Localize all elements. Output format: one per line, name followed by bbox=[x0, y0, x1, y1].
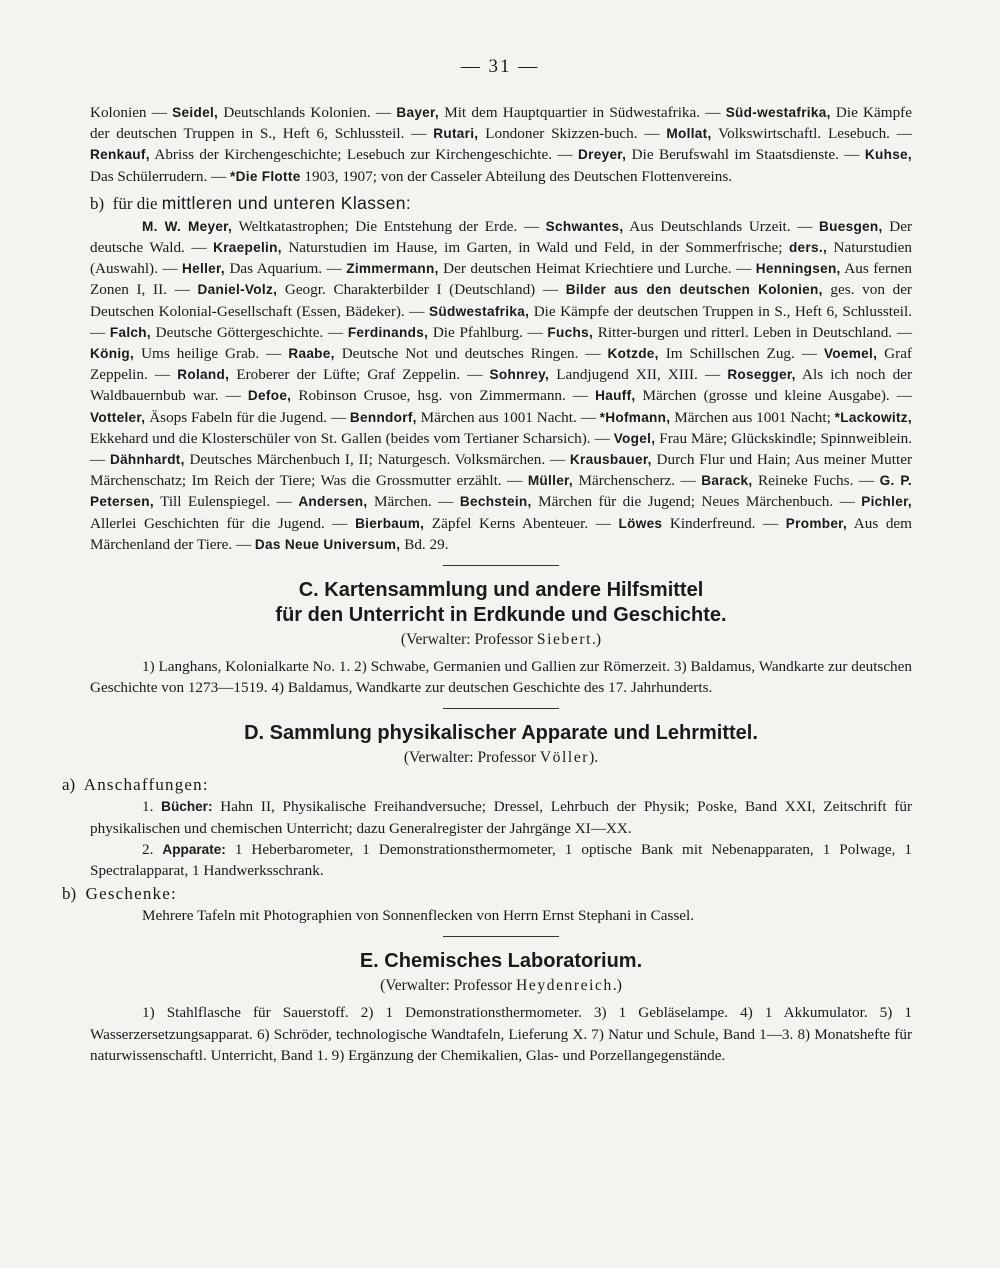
author-name: Bierbaum, bbox=[355, 515, 425, 531]
author-name: Buesgen, bbox=[819, 218, 883, 234]
author-name: Müller, bbox=[527, 473, 573, 489]
author-name: Voemel, bbox=[823, 346, 878, 362]
item-text: Hahn II, Physikalische Freihandversuche; Dressel, Lehrbuch der Physik; Poske, Band XXI, Zeitschrift für physikalischen und chemischen Unterricht; dazu Generalregister der Jahrgänge XI—XX. bbox=[90, 798, 913, 837]
author-name: Votteler, bbox=[90, 409, 146, 425]
section-e-verwalter bbox=[90, 975, 912, 996]
author-name: Süd-westafrika, bbox=[725, 105, 831, 120]
author-name: Bayer, bbox=[396, 105, 439, 120]
author-name: Daniel-Volz, bbox=[197, 282, 278, 298]
section-d-a-heading-text: Anschaffungen: bbox=[83, 775, 209, 795]
section-d-b-text: Mehrere Tafeln mit Photographien von Sonnenflecken von Herrn Ernst Stephani in Cassel. bbox=[142, 907, 695, 925]
top-paragraph: Kolonien — Seidel, Deutschlands Kolonien. — Bayer, Mit dem Hauptquartier in Südwestafrika. — Süd-westafrika, Die Kämpfe der deutschen Truppen in S., Heft 6, Schlussteil. — Rutari, Londoner Skizzen-buch. — Mollat, Volkswirtschaftl. Lesebuch. — Renkauf, Abriss der Kirchengeschichte; Lesebuch zur Kirchengeschichte. — Dreyer, Die Berufswahl im Staatsdienste. — Kuhse, Das Schülerrudern. — *Die Flotte 1903, 1907; von der Casseler Abteilung des Deutschen Flottenvereins. bbox=[90, 104, 912, 185]
author-name: *Die Flotte bbox=[230, 168, 301, 184]
author-name: Bilder aus den deutschen Kolonien, bbox=[565, 282, 823, 298]
page-body bbox=[62, 102, 913, 1066]
section-e-title: E. Chemisches Laboratorium. bbox=[359, 950, 643, 973]
author-name: Andersen, bbox=[298, 494, 368, 510]
section-d-title: D. Sammlung physikalischer Apparate und Lehrmittel. bbox=[244, 722, 758, 745]
author-name: Raabe, bbox=[288, 346, 335, 362]
section-d-b-heading-text: Geschenke: bbox=[85, 884, 177, 904]
verwalter-suffix: .) bbox=[592, 631, 602, 649]
author-name: M. W. Meyer, bbox=[142, 218, 233, 234]
verwalter-prefix: (Verwalter: Professor bbox=[380, 977, 517, 995]
author-name: Dreyer, bbox=[578, 147, 627, 163]
author-name: Zimmermann, bbox=[346, 261, 439, 277]
author-name: Bechstein, bbox=[459, 494, 532, 510]
author-name: Kuhse, bbox=[864, 147, 912, 163]
verwalter-prefix: (Verwalter: Professor bbox=[403, 749, 540, 767]
author-name: Vogel, bbox=[613, 430, 656, 446]
section-b-heading bbox=[90, 191, 912, 216]
section-b-heading-big: mittleren und unteren Klassen: bbox=[161, 192, 412, 213]
author-name: Fuchs, bbox=[547, 324, 594, 340]
author-name: Mollat, bbox=[666, 126, 712, 142]
section-d-a-heading bbox=[62, 774, 912, 796]
author-name: König, bbox=[90, 346, 135, 362]
author-name: Rosegger, bbox=[727, 367, 796, 383]
item-number: 2. bbox=[142, 840, 154, 858]
section-c-title-2: für den Unterricht in Erdkunde und Geschichte. bbox=[275, 604, 727, 627]
section-d-verwalter bbox=[90, 747, 912, 768]
author-name: ders., bbox=[788, 240, 828, 256]
author-name: Kraepelin, bbox=[213, 240, 282, 256]
page-number: — 31 — bbox=[460, 56, 540, 77]
verwalter-name: Siebert bbox=[536, 631, 593, 649]
author-name: *Hofmann, bbox=[599, 409, 671, 425]
item-number: 1. bbox=[142, 798, 154, 816]
verwalter-name: Heydenreich bbox=[516, 977, 613, 995]
author-name: Hauff, bbox=[595, 388, 636, 404]
section-b-heading-pre: für die bbox=[112, 193, 162, 213]
divider bbox=[443, 565, 559, 566]
author-name: Krausbauer, bbox=[569, 452, 652, 468]
item-text: 1 Heberbarometer, 1 Demonstrationsthermometer, 1 optische Bank mit Nebenapparaten, 1 Polwage, 1 Spectralapparat, 1 Handwerksschrank. bbox=[90, 840, 912, 880]
author-name: Schwantes, bbox=[545, 218, 624, 234]
author-name: Das Neue Universum, bbox=[254, 536, 401, 552]
divider bbox=[443, 936, 559, 937]
author-name: Benndorf, bbox=[349, 409, 417, 425]
divider bbox=[443, 708, 559, 709]
author-name: Barack, bbox=[701, 473, 753, 489]
author-name: Henningsen, bbox=[755, 261, 841, 277]
author-name: Kotzde, bbox=[607, 346, 659, 362]
author-name: Sohnrey, bbox=[489, 367, 550, 383]
item-bold-label: Bücher: bbox=[161, 799, 213, 815]
author-name: Rutari, bbox=[433, 126, 479, 142]
section-b-list: M. W. Meyer, Weltkatastrophen; Die Entstehung der Erde. — Schwantes, Aus Deutschlands Urzeit. — Buesgen, Der deutsche Wald. — Kraepelin, Naturstudien im Hause, im Garten, in Wald und Feld, in der Sommerfrische; ders., Naturstudien (Auswahl). — Heller, Das Aquarium. — Zimmermann, Der deutschen Heimat Kriechtiere und Lurche. — Henningsen, Aus fernen Zonen I, II. — Daniel-Volz, Geogr. Charakterbilder I (Deutschland) — Bilder aus den deutschen Kolonien, ges. von der Deutschen Kolonial-Gesellschaft (Essen, Bädeker). — Südwestafrika, Die Kämpfe der deutschen Truppen in S., Heft 6, Schlussteil. — Falch, Deutsche Göttergeschichte. — Ferdinands, Die Pfahlburg. — Fuchs, Ritter-burgen und ritterl. Leben in Deutschland. — König, Ums heilige Grab. — Raabe, Deutsche Not und deutsches Ringen. — Kotzde, Im Schillschen Zug. — Voemel, Graf Zeppelin. — Roland, Eroberer der Lüfte; Graf Zeppelin. — Sohnrey, Landjugend XII, XIII. — Rosegger, Als ich noch der Waldbauernbub war. — Defoe, Robinson Crusoe, hsg. von Zimmermann. — Hauff, Märchen (grosse und kleine Ausgabe). — Votteler, Äsops Fabeln für die Jugend. — Benndorf, Märchen aus 1001 Nacht. — *Hofmann, Märchen aus 1001 Nacht; *Lackowitz, Ekkehard und die Klosterschüler von St. Gallen (beides vom Tertianer Scharsich). — Vogel, Frau Märe; Glückskindle; Spinnweiblein. — Dähnhardt, Deutsches Märchenbuch I, II; Naturgesch. Volksmärchen. — Krausbauer, Durch Flur und Hain; Aus meiner Mutter Märchenschatz; Im Reich der Tiere; Was die Grossmutter erzählt. — Müller, Märchenscherz. — Barack, Reineke Fuchs. — G. P. Petersen, Till Eulenspiegel. — Andersen, Märchen. — Bechstein, Märchen für die Jugend; Neues Märchenbuch. — Pichler, Allerlei Geschichten für die Jugend. — Bierbaum, Zäpfel Kerns Abenteuer. — Löwes Kinderfreund. — Promber, Aus dem Märchenland der Tiere. — Das Neue Universum, Bd. 29. bbox=[90, 217, 913, 553]
section-b-label: b) bbox=[90, 193, 105, 213]
author-name: Promber, bbox=[785, 515, 848, 531]
verwalter-name: Völler bbox=[539, 749, 590, 767]
author-name: Pichler, bbox=[861, 494, 912, 510]
section-e-text: 1) Stahlflasche für Sauerstoff. 2) 1 Demonstrationsthermometer. 3) 1 Gebläselampe. 4) 1 Akkumulator. 5) 1 Wasserzersetzungsapparat. 6) Schröder, technologische Wandtafeln, Lieferung X. 7) Natur und Schule, Band 1—3. 8) Monatshefte für naturwissenschaftl. Unterricht, Band 1. 9) Ergänzung der Chemikalien, Glas- und Porzellangegenstände. bbox=[90, 1004, 912, 1064]
author-name: Dähnhardt, bbox=[109, 452, 185, 468]
section-d-a-label: a) bbox=[62, 775, 76, 795]
verwalter-suffix: ). bbox=[589, 749, 599, 767]
section-c-verwalter bbox=[90, 629, 912, 650]
author-name: Löwes bbox=[618, 515, 663, 531]
author-name: Ferdinands, bbox=[347, 324, 429, 340]
author-name: G. P. Petersen, bbox=[90, 473, 913, 510]
verwalter-prefix: (Verwalter: Professor bbox=[400, 631, 537, 649]
section-d-b-label: b) bbox=[62, 884, 77, 904]
author-name: Heller, bbox=[182, 261, 225, 277]
section-d-a2 bbox=[90, 839, 912, 881]
verwalter-suffix: .) bbox=[612, 977, 622, 995]
author-name: Roland, bbox=[177, 367, 230, 383]
author-name: Falch, bbox=[109, 324, 151, 340]
author-name: *Lackowitz, bbox=[834, 409, 912, 425]
item-bold-label: Apparate: bbox=[162, 841, 226, 857]
section-c-title-1: C. Kartensammlung und andere Hilfsmittel bbox=[298, 579, 704, 602]
author-name: Südwestafrika, bbox=[429, 303, 530, 319]
author-name: Seidel, bbox=[172, 105, 219, 120]
author-name: Defoe, bbox=[247, 388, 292, 404]
section-d-b-heading bbox=[62, 883, 912, 905]
section-c-text: 1) Langhans, Kolonialkarte No. 1. 2) Schwabe, Germanien und Gallien zur Römerzeit. 3) Baldamus, Wandkarte zur deutschen Geschichte von 1273—1519. 4) Baldamus, Wandkarte zur deutschen Geschichte des 17. Jahrhunderts. bbox=[90, 658, 912, 697]
author-name: Renkauf, bbox=[90, 147, 150, 163]
section-d-a1 bbox=[90, 796, 912, 838]
